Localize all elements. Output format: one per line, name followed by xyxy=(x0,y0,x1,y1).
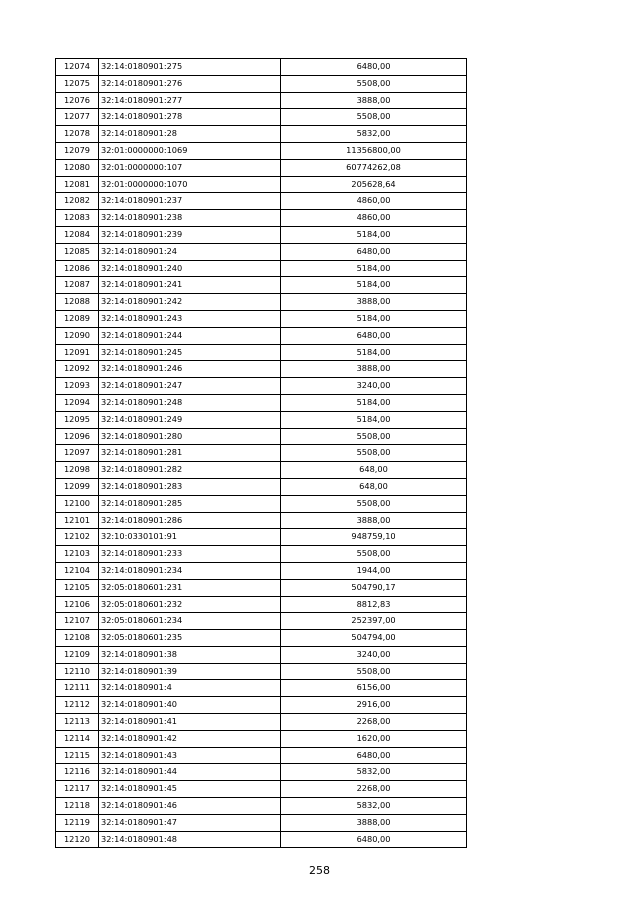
page-number: 258 xyxy=(309,864,330,877)
cadastral-value-cell: 5184,00 xyxy=(281,260,467,277)
row-number-cell: 12100 xyxy=(56,495,99,512)
cadastral-value-cell: 5832,00 xyxy=(281,126,467,143)
table-row xyxy=(56,59,467,76)
cadastral-number-cell: 32:14:0180901:40 xyxy=(99,697,281,714)
row-number-cell: 12096 xyxy=(56,428,99,445)
table-row xyxy=(56,344,467,361)
table-row xyxy=(56,176,467,193)
table-row xyxy=(56,814,467,831)
cadastral-value-cell: 3888,00 xyxy=(281,814,467,831)
table-row xyxy=(56,764,467,781)
cadastral-number-cell: 32:05:0180601:234 xyxy=(99,613,281,630)
cadastral-number-cell: 32:14:0180901:45 xyxy=(99,781,281,798)
row-number-cell: 12120 xyxy=(56,831,99,848)
row-number-cell: 12102 xyxy=(56,529,99,546)
row-number-cell: 12084 xyxy=(56,226,99,243)
cadastral-number-cell: 32:14:0180901:43 xyxy=(99,747,281,764)
cadastral-number-cell: 32:14:0180901:44 xyxy=(99,764,281,781)
cadastral-value-cell: 1620,00 xyxy=(281,730,467,747)
row-number-cell: 12103 xyxy=(56,546,99,563)
row-number-cell: 12076 xyxy=(56,92,99,109)
cadastral-value-cell: 5184,00 xyxy=(281,226,467,243)
cadastral-value-cell: 504794,00 xyxy=(281,630,467,647)
cadastral-number-cell: 32:14:0180901:28 xyxy=(99,126,281,143)
table-row xyxy=(56,260,467,277)
cadastral-value-cell: 5508,00 xyxy=(281,75,467,92)
cadastral-value-cell: 5184,00 xyxy=(281,277,467,294)
table-row xyxy=(56,697,467,714)
cadastral-value-cell: 6480,00 xyxy=(281,831,467,848)
row-number-cell: 12082 xyxy=(56,193,99,210)
cadastral-value-cell: 3888,00 xyxy=(281,361,467,378)
cadastral-number-cell: 32:14:0180901:246 xyxy=(99,361,281,378)
table-row xyxy=(56,378,467,395)
cadastral-number-cell: 32:14:0180901:278 xyxy=(99,109,281,126)
table-row xyxy=(56,142,467,159)
cadastral-value-cell: 5508,00 xyxy=(281,428,467,445)
cadastral-value-cell: 948759,10 xyxy=(281,529,467,546)
row-number-cell: 12115 xyxy=(56,747,99,764)
cadastral-number-cell: 32:14:0180901:39 xyxy=(99,663,281,680)
row-number-cell: 12074 xyxy=(56,59,99,76)
row-number-cell: 12078 xyxy=(56,126,99,143)
cadastral-value-cell: 205628,64 xyxy=(281,176,467,193)
table-row xyxy=(56,445,467,462)
cadastral-value-cell: 648,00 xyxy=(281,478,467,495)
table-row xyxy=(56,781,467,798)
table-body xyxy=(56,59,467,848)
row-number-cell: 12117 xyxy=(56,781,99,798)
cadastral-number-cell: 32:14:0180901:243 xyxy=(99,310,281,327)
table-row xyxy=(56,193,467,210)
table-row xyxy=(56,327,467,344)
table-row xyxy=(56,714,467,731)
table-row xyxy=(56,798,467,815)
cadastral-value-cell: 2268,00 xyxy=(281,781,467,798)
table-row xyxy=(56,361,467,378)
row-number-cell: 12083 xyxy=(56,210,99,227)
table-row xyxy=(56,92,467,109)
cadastral-number-cell: 32:14:0180901:280 xyxy=(99,428,281,445)
cadastral-value-cell: 252397,00 xyxy=(281,613,467,630)
cadastral-number-cell: 32:14:0180901:48 xyxy=(99,831,281,848)
cadastral-value-cell: 4860,00 xyxy=(281,210,467,227)
cadastral-number-cell: 32:14:0180901:24 xyxy=(99,243,281,260)
table-row xyxy=(56,562,467,579)
cadastral-value-cell: 5184,00 xyxy=(281,310,467,327)
row-number-cell: 12119 xyxy=(56,814,99,831)
table-row xyxy=(56,512,467,529)
table-row xyxy=(56,310,467,327)
cadastral-value-table xyxy=(55,58,467,848)
cadastral-number-cell: 32:14:0180901:240 xyxy=(99,260,281,277)
cadastral-value-cell: 1944,00 xyxy=(281,562,467,579)
row-number-cell: 12104 xyxy=(56,562,99,579)
table-row xyxy=(56,630,467,647)
row-number-cell: 12112 xyxy=(56,697,99,714)
table-row xyxy=(56,126,467,143)
cadastral-number-cell: 32:01:0000000:1070 xyxy=(99,176,281,193)
table-row xyxy=(56,529,467,546)
row-number-cell: 12085 xyxy=(56,243,99,260)
row-number-cell: 12110 xyxy=(56,663,99,680)
row-number-cell: 12101 xyxy=(56,512,99,529)
cadastral-value-cell: 5832,00 xyxy=(281,764,467,781)
cadastral-number-cell: 32:14:0180901:249 xyxy=(99,411,281,428)
cadastral-value-cell: 6480,00 xyxy=(281,747,467,764)
cadastral-number-cell: 32:05:0180601:232 xyxy=(99,596,281,613)
cadastral-value-cell: 3888,00 xyxy=(281,92,467,109)
cadastral-value-cell: 5508,00 xyxy=(281,663,467,680)
cadastral-value-cell: 11356800,00 xyxy=(281,142,467,159)
cadastral-value-cell: 60774262,08 xyxy=(281,159,467,176)
table-row xyxy=(56,226,467,243)
cadastral-value-cell: 5508,00 xyxy=(281,546,467,563)
cadastral-value-cell: 3888,00 xyxy=(281,512,467,529)
table-row xyxy=(56,159,467,176)
table-row xyxy=(56,210,467,227)
cadastral-value-cell: 648,00 xyxy=(281,462,467,479)
cadastral-value-cell: 3240,00 xyxy=(281,646,467,663)
table-row xyxy=(56,277,467,294)
row-number-cell: 12075 xyxy=(56,75,99,92)
row-number-cell: 12080 xyxy=(56,159,99,176)
cadastral-number-cell: 32:01:0000000:107 xyxy=(99,159,281,176)
row-number-cell: 12092 xyxy=(56,361,99,378)
cadastral-value-cell: 504790,17 xyxy=(281,579,467,596)
table-row xyxy=(56,243,467,260)
cadastral-number-cell: 32:14:0180901:4 xyxy=(99,680,281,697)
row-number-cell: 12088 xyxy=(56,294,99,311)
cadastral-number-cell: 32:14:0180901:276 xyxy=(99,75,281,92)
cadastral-value-cell: 5508,00 xyxy=(281,109,467,126)
cadastral-number-cell: 32:14:0180901:241 xyxy=(99,277,281,294)
row-number-cell: 12079 xyxy=(56,142,99,159)
cadastral-number-cell: 32:14:0180901:42 xyxy=(99,730,281,747)
table-row xyxy=(56,646,467,663)
row-number-cell: 12077 xyxy=(56,109,99,126)
cadastral-value-cell: 3888,00 xyxy=(281,294,467,311)
table-row xyxy=(56,75,467,92)
row-number-cell: 12109 xyxy=(56,646,99,663)
table-row xyxy=(56,462,467,479)
row-number-cell: 12099 xyxy=(56,478,99,495)
cadastral-number-cell: 32:14:0180901:242 xyxy=(99,294,281,311)
cadastral-value-cell: 5184,00 xyxy=(281,411,467,428)
row-number-cell: 12106 xyxy=(56,596,99,613)
table-row xyxy=(56,579,467,596)
row-number-cell: 12094 xyxy=(56,394,99,411)
cadastral-value-cell: 6156,00 xyxy=(281,680,467,697)
cadastral-value-cell: 6480,00 xyxy=(281,59,467,76)
cadastral-number-cell: 32:14:0180901:47 xyxy=(99,814,281,831)
cadastral-value-cell: 5184,00 xyxy=(281,394,467,411)
cadastral-number-cell: 32:14:0180901:282 xyxy=(99,462,281,479)
row-number-cell: 12108 xyxy=(56,630,99,647)
table-row xyxy=(56,596,467,613)
row-number-cell: 12113 xyxy=(56,714,99,731)
cadastral-number-cell: 32:14:0180901:46 xyxy=(99,798,281,815)
table-row xyxy=(56,747,467,764)
row-number-cell: 12093 xyxy=(56,378,99,395)
cadastral-value-cell: 3240,00 xyxy=(281,378,467,395)
table-row xyxy=(56,394,467,411)
table-row xyxy=(56,680,467,697)
cadastral-number-cell: 32:14:0180901:244 xyxy=(99,327,281,344)
cadastral-number-cell: 32:14:0180901:247 xyxy=(99,378,281,395)
table-row xyxy=(56,663,467,680)
cadastral-value-cell: 5508,00 xyxy=(281,495,467,512)
cadastral-number-cell: 32:05:0180601:231 xyxy=(99,579,281,596)
row-number-cell: 12107 xyxy=(56,613,99,630)
row-number-cell: 12090 xyxy=(56,327,99,344)
cadastral-number-cell: 32:14:0180901:41 xyxy=(99,714,281,731)
row-number-cell: 12105 xyxy=(56,579,99,596)
row-number-cell: 12081 xyxy=(56,176,99,193)
cadastral-number-cell: 32:14:0180901:286 xyxy=(99,512,281,529)
cadastral-number-cell: 32:10:0330101:91 xyxy=(99,529,281,546)
cadastral-value-cell: 5508,00 xyxy=(281,445,467,462)
cadastral-value-cell: 2916,00 xyxy=(281,697,467,714)
cadastral-number-cell: 32:14:0180901:239 xyxy=(99,226,281,243)
table-row xyxy=(56,730,467,747)
table-row xyxy=(56,294,467,311)
table-row xyxy=(56,109,467,126)
cadastral-value-cell: 6480,00 xyxy=(281,243,467,260)
cadastral-number-cell: 32:05:0180601:235 xyxy=(99,630,281,647)
row-number-cell: 12118 xyxy=(56,798,99,815)
cadastral-number-cell: 32:14:0180901:248 xyxy=(99,394,281,411)
table-row xyxy=(56,478,467,495)
row-number-cell: 12097 xyxy=(56,445,99,462)
cadastral-number-cell: 32:14:0180901:234 xyxy=(99,562,281,579)
cadastral-value-cell: 2268,00 xyxy=(281,714,467,731)
cadastral-number-cell: 32:14:0180901:245 xyxy=(99,344,281,361)
cadastral-number-cell: 32:14:0180901:285 xyxy=(99,495,281,512)
cadastral-number-cell: 32:14:0180901:275 xyxy=(99,59,281,76)
table-row xyxy=(56,428,467,445)
cadastral-number-cell: 32:14:0180901:38 xyxy=(99,646,281,663)
row-number-cell: 12114 xyxy=(56,730,99,747)
row-number-cell: 12116 xyxy=(56,764,99,781)
cadastral-value-cell: 5184,00 xyxy=(281,344,467,361)
cadastral-number-cell: 32:14:0180901:277 xyxy=(99,92,281,109)
row-number-cell: 12111 xyxy=(56,680,99,697)
row-number-cell: 12095 xyxy=(56,411,99,428)
row-number-cell: 12098 xyxy=(56,462,99,479)
cadastral-value-cell: 8812,83 xyxy=(281,596,467,613)
cadastral-number-cell: 32:14:0180901:237 xyxy=(99,193,281,210)
cadastral-number-cell: 32:14:0180901:281 xyxy=(99,445,281,462)
cadastral-number-cell: 32:01:0000000:1069 xyxy=(99,142,281,159)
cadastral-number-cell: 32:14:0180901:233 xyxy=(99,546,281,563)
table-row xyxy=(56,546,467,563)
table-row xyxy=(56,831,467,848)
row-number-cell: 12091 xyxy=(56,344,99,361)
cadastral-value-cell: 5832,00 xyxy=(281,798,467,815)
row-number-cell: 12089 xyxy=(56,310,99,327)
row-number-cell: 12087 xyxy=(56,277,99,294)
row-number-cell: 12086 xyxy=(56,260,99,277)
cadastral-value-cell: 4860,00 xyxy=(281,193,467,210)
cadastral-number-cell: 32:14:0180901:283 xyxy=(99,478,281,495)
table-row xyxy=(56,613,467,630)
cadastral-value-cell: 6480,00 xyxy=(281,327,467,344)
table-row xyxy=(56,411,467,428)
cadastral-number-cell: 32:14:0180901:238 xyxy=(99,210,281,227)
table-row xyxy=(56,495,467,512)
